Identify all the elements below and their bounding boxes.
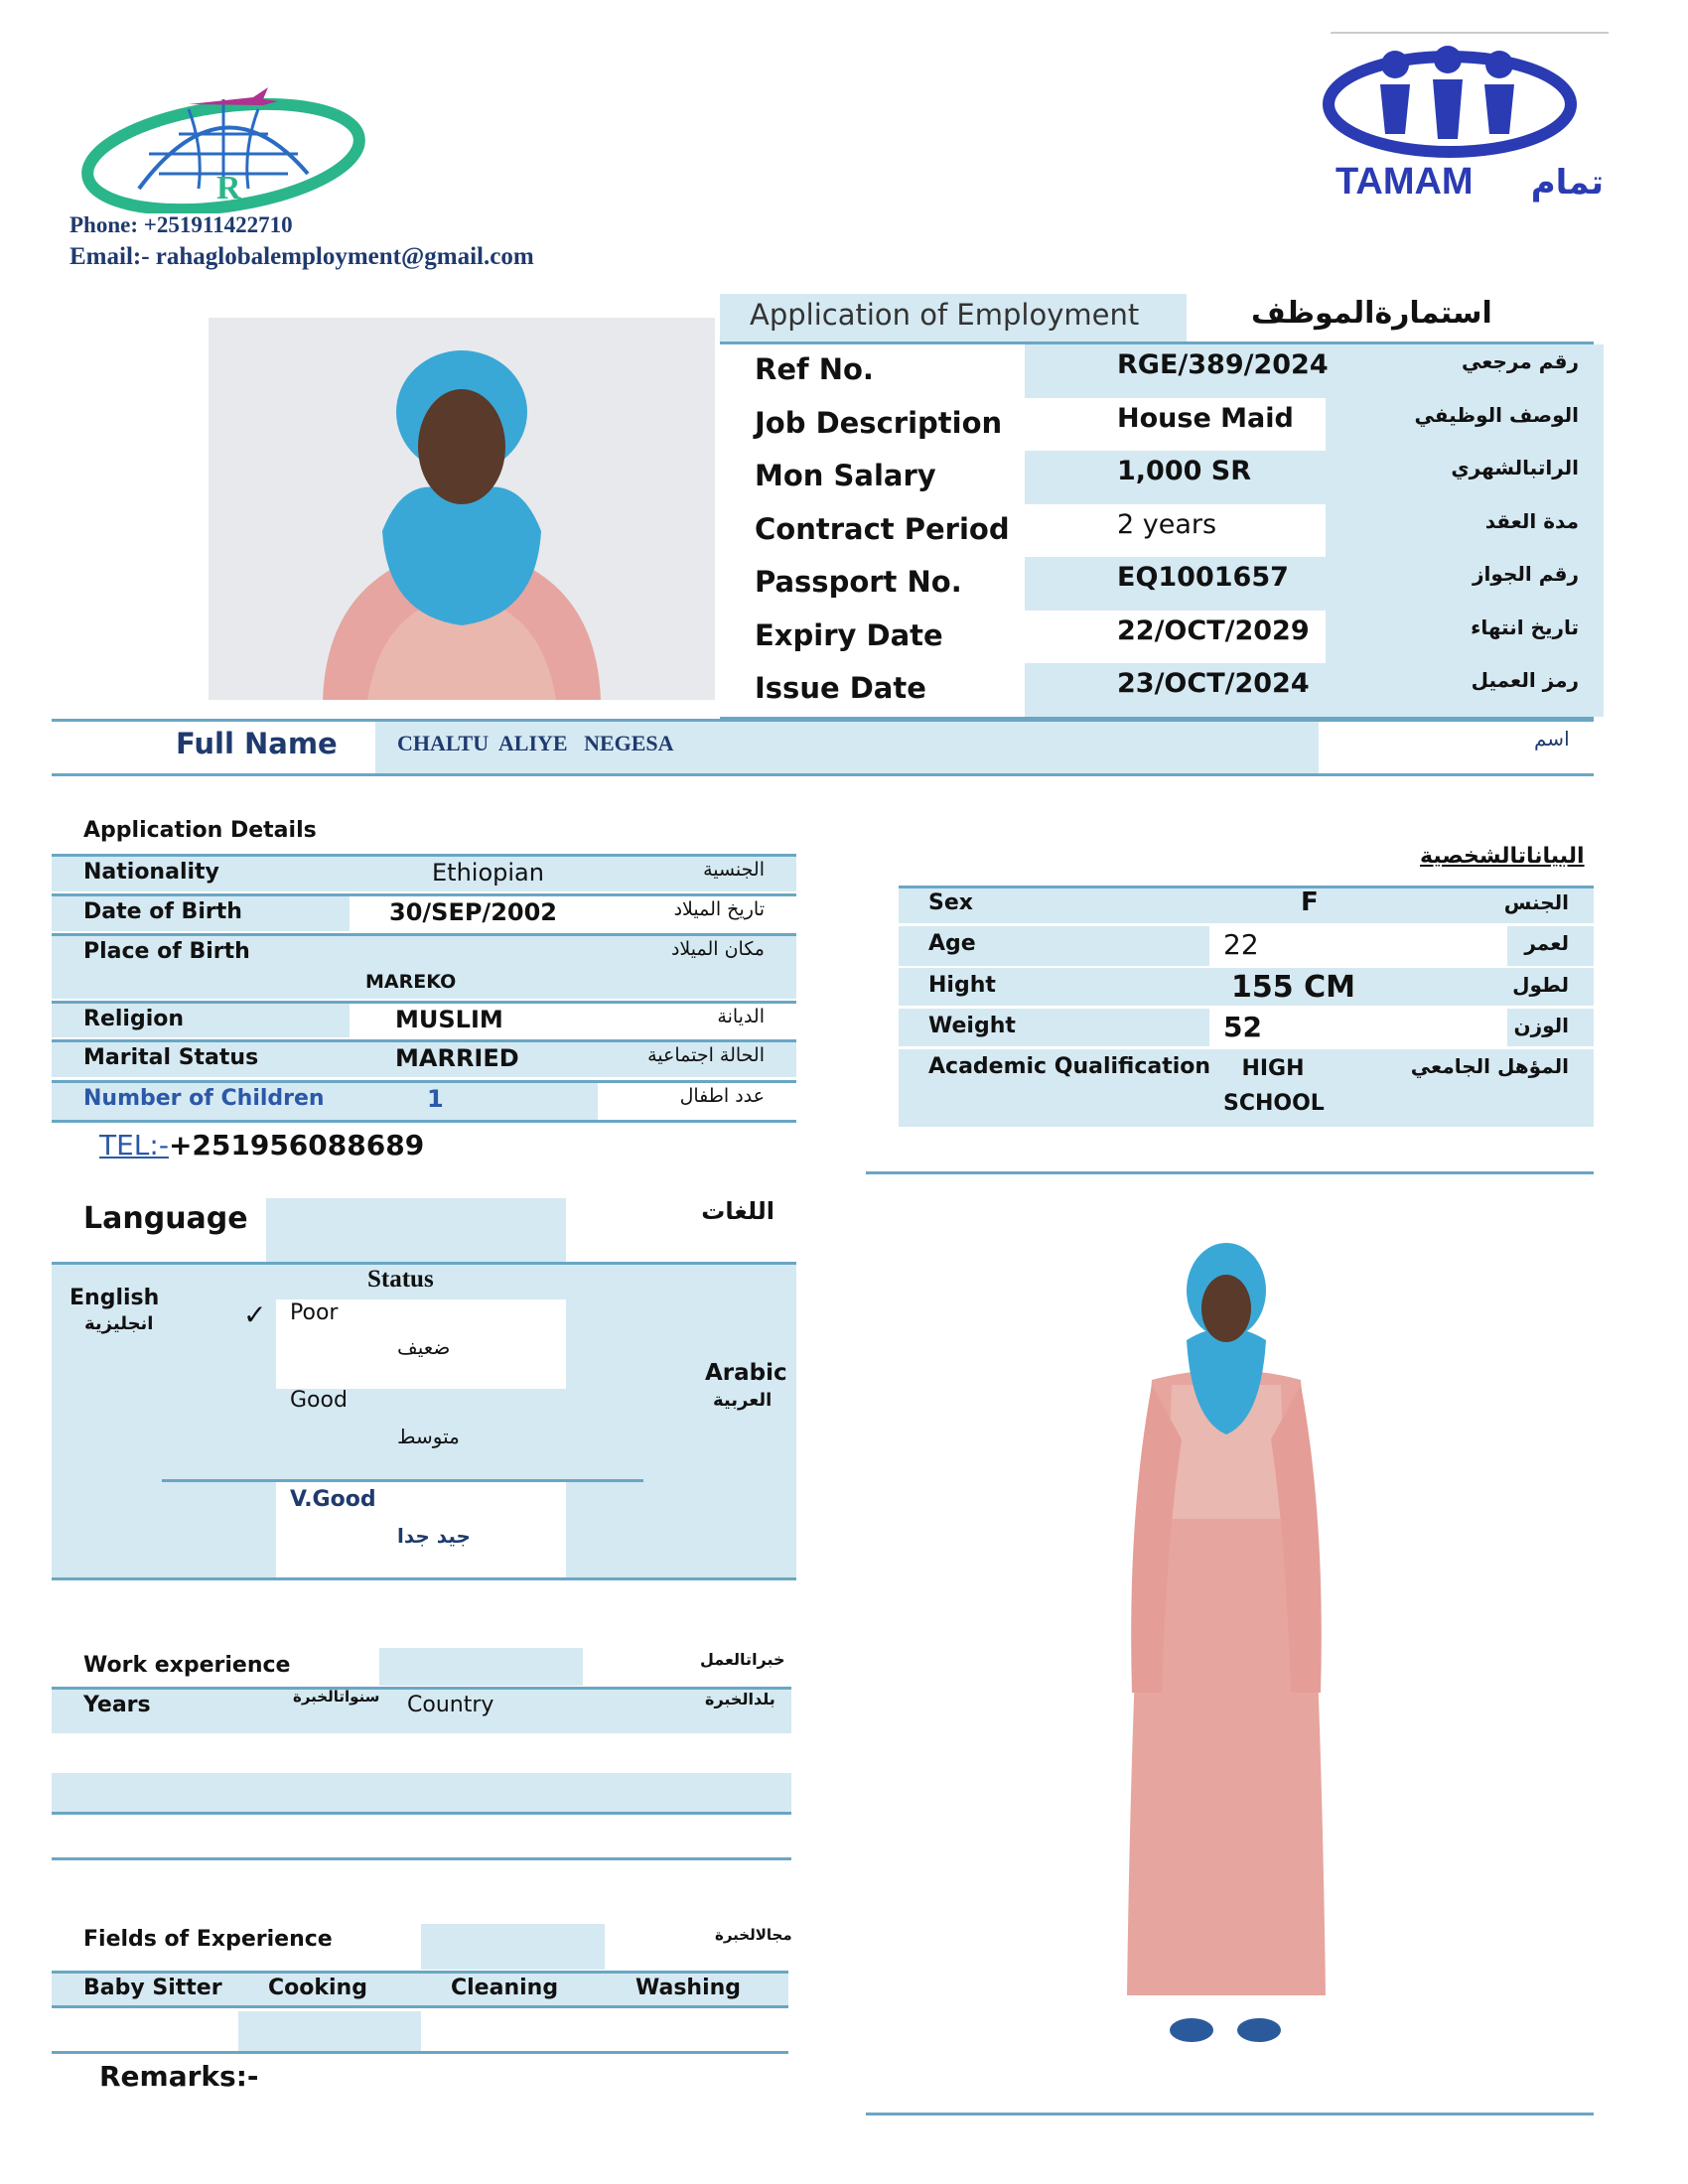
app-detail-arabic: عدد اطفال	[679, 1085, 765, 1107]
level-vgood-label: V.Good	[290, 1487, 376, 1512]
agency-phone: Phone: +251911422710	[70, 212, 293, 237]
personal-value: 52	[1223, 1011, 1262, 1043]
personal-title: البياناتالشخصية	[1420, 844, 1585, 869]
applicant-portrait-photo	[209, 318, 715, 700]
main-field-value: 23/OCT/2024	[1117, 668, 1310, 699]
photo-bottom-line	[866, 2113, 1594, 2116]
language-english-arabic: انجليزية	[84, 1313, 154, 1334]
work-country-arabic: بلدالخبرة	[705, 1690, 775, 1708]
app-details-title: Application Details	[83, 818, 317, 843]
main-field-arabic: الراتبالشهري	[1451, 456, 1579, 479]
personal-arabic: الوزن	[1513, 1014, 1569, 1037]
level-vgood-arabic: جيد جدا	[397, 1524, 471, 1548]
personal-label: Age	[928, 931, 976, 956]
tel-value: +251956088689	[168, 1129, 425, 1161]
language-header-box	[266, 1198, 566, 1263]
app-detail-label: Nationality	[83, 860, 219, 885]
form-title: Application of Employment	[750, 298, 1140, 332]
main-field-value: 1,000 SR	[1117, 456, 1252, 486]
level-poor-label: Poor	[290, 1300, 339, 1325]
app-detail-label: Number of Children	[83, 1086, 325, 1111]
main-field-label: Expiry Date	[755, 617, 943, 652]
field-washing: Washing	[635, 1976, 742, 2000]
tamam-logo	[1321, 30, 1618, 208]
fields-bottom-line	[52, 2051, 788, 2054]
app-detail-value: MARRIED	[395, 1044, 519, 1072]
main-field-arabic: مدة العقد	[1484, 508, 1579, 533]
work-bottom-line	[52, 1857, 791, 1860]
language-english: English	[70, 1286, 160, 1310]
fields-title-arabic: مجالالخبرة	[715, 1926, 792, 1944]
personal-arabic: الجنس	[1503, 890, 1569, 914]
language-status-header: Status	[367, 1266, 434, 1293]
form-title-arabic: استمارةالموظف	[1251, 296, 1492, 331]
main-field-value: House Maid	[1117, 402, 1294, 434]
language-title-arabic: اللغات	[701, 1197, 774, 1225]
english-poor-check-icon[interactable]: ✓	[243, 1298, 267, 1331]
language-arabic-arabic: العربية	[713, 1390, 773, 1411]
work-header-box	[379, 1648, 583, 1686]
main-field-arabic: رقم مرجعي	[1461, 349, 1579, 373]
work-country-label: Country	[407, 1693, 494, 1717]
field-baby-sitter: Baby Sitter	[83, 1976, 222, 2000]
main-field-value: 22/OCT/2029	[1117, 614, 1310, 646]
main-field-value: RGE/389/2024	[1117, 349, 1329, 380]
app-detail-label: Marital Status	[83, 1045, 259, 1070]
personal-label: Academic Qualification	[928, 1054, 1211, 1079]
personal-value: 22	[1223, 928, 1259, 961]
main-field-label: Ref No.	[755, 352, 874, 386]
full-name-value: CHALTU ALIYE NEGESA	[397, 731, 674, 755]
fields-header-box	[421, 1924, 605, 1970]
field-cleaning: Cleaning	[451, 1976, 559, 2000]
app-detail-arabic: الحالة اجتماعية	[647, 1044, 765, 1066]
app-detail-label: Religion	[83, 1007, 185, 1031]
main-field-label: Mon Salary	[755, 459, 936, 492]
language-title: Language	[83, 1201, 248, 1236]
personal-label: Sex	[928, 890, 973, 915]
app-detail-value: 1	[427, 1085, 444, 1113]
main-field-label: Job Description	[755, 405, 1003, 440]
work-empty-row	[52, 1773, 791, 1815]
personal-bottom-line	[866, 1171, 1594, 1174]
main-field-value: EQ1001657	[1117, 562, 1289, 593]
app-detail-value: Ethiopian	[432, 859, 544, 887]
personal-value: F	[1301, 887, 1319, 917]
work-years-label: Years	[83, 1693, 151, 1717]
full-name-bottom-line	[52, 773, 1594, 776]
personal-arabic: لعمر	[1524, 931, 1569, 955]
app-details-bottom-line	[52, 1120, 796, 1123]
agency-logo	[79, 79, 367, 213]
full-name-label: Full Name	[176, 727, 338, 760]
svg-text:R: R	[216, 170, 241, 206]
svg-text:تمام: تمام	[1530, 163, 1604, 203]
agency-email: Email:- rahaglobalemployment@gmail.com	[70, 243, 534, 270]
tel-row	[99, 1129, 424, 1161]
personal-arabic: المؤهل الجامعي	[1410, 1054, 1569, 1078]
work-title: Work experience	[83, 1653, 291, 1678]
main-field-arabic: رقم الجواز	[1473, 562, 1579, 586]
main-field-value: 2 years	[1117, 508, 1217, 540]
fields-title: Fields of Experience	[83, 1927, 333, 1952]
app-detail-arabic: تاريخ الميلاد	[673, 898, 765, 920]
main-field-arabic: تاريخ انتهاء	[1471, 614, 1579, 639]
personal-value: 155 CM	[1231, 970, 1355, 1005]
app-detail-arabic: الديانة	[717, 1006, 765, 1027]
app-detail-value: MAREKO	[365, 971, 457, 993]
personal-label: Hight	[928, 973, 996, 998]
app-detail-value: 30/SEP/2002	[389, 898, 557, 926]
level-poor-arabic: ضعيف	[397, 1335, 451, 1359]
personal-label: Weight	[928, 1014, 1016, 1038]
main-field-arabic: الوصف الوظيفي	[1414, 402, 1579, 427]
applicant-full-body-photo	[1112, 1221, 1340, 2055]
app-detail-arabic: الجنسية	[703, 859, 765, 881]
work-years-arabic: سنواتالخبرة	[293, 1688, 380, 1706]
field-cooking: Cooking	[268, 1976, 367, 2000]
app-detail-label: Place of Birth	[83, 939, 250, 964]
app-detail-value: MUSLIM	[395, 1006, 503, 1033]
remarks-label: Remarks:-	[99, 2060, 259, 2093]
level-good-label[interactable]: Good	[290, 1388, 348, 1413]
svg-text:TAMAM: TAMAM	[1336, 161, 1474, 203]
main-field-label: Passport No.	[755, 565, 962, 599]
work-title-arabic: خبراتالعمل	[700, 1650, 785, 1669]
full-name-arabic: اسم	[1534, 727, 1570, 751]
main-field-label: Contract Period	[755, 511, 1010, 546]
personal-value: HIGH SCHOOL	[1223, 1056, 1325, 1116]
tel-label[interactable]: TEL:-	[99, 1129, 169, 1161]
app-detail-arabic: مكان الميلاد	[670, 938, 765, 960]
app-detail-value-box	[350, 1083, 598, 1120]
main-field-label: Issue Date	[755, 671, 926, 705]
app-detail-label: Date of Birth	[83, 899, 242, 924]
main-field-arabic: رمز العميل	[1471, 668, 1579, 692]
fields-empty-cell	[238, 2011, 421, 2051]
language-arabic: Arabic	[705, 1360, 787, 1386]
language-table-bottom	[52, 1577, 796, 1580]
level-good-arabic: متوسط	[397, 1425, 460, 1448]
personal-arabic: لطول	[1512, 973, 1569, 997]
